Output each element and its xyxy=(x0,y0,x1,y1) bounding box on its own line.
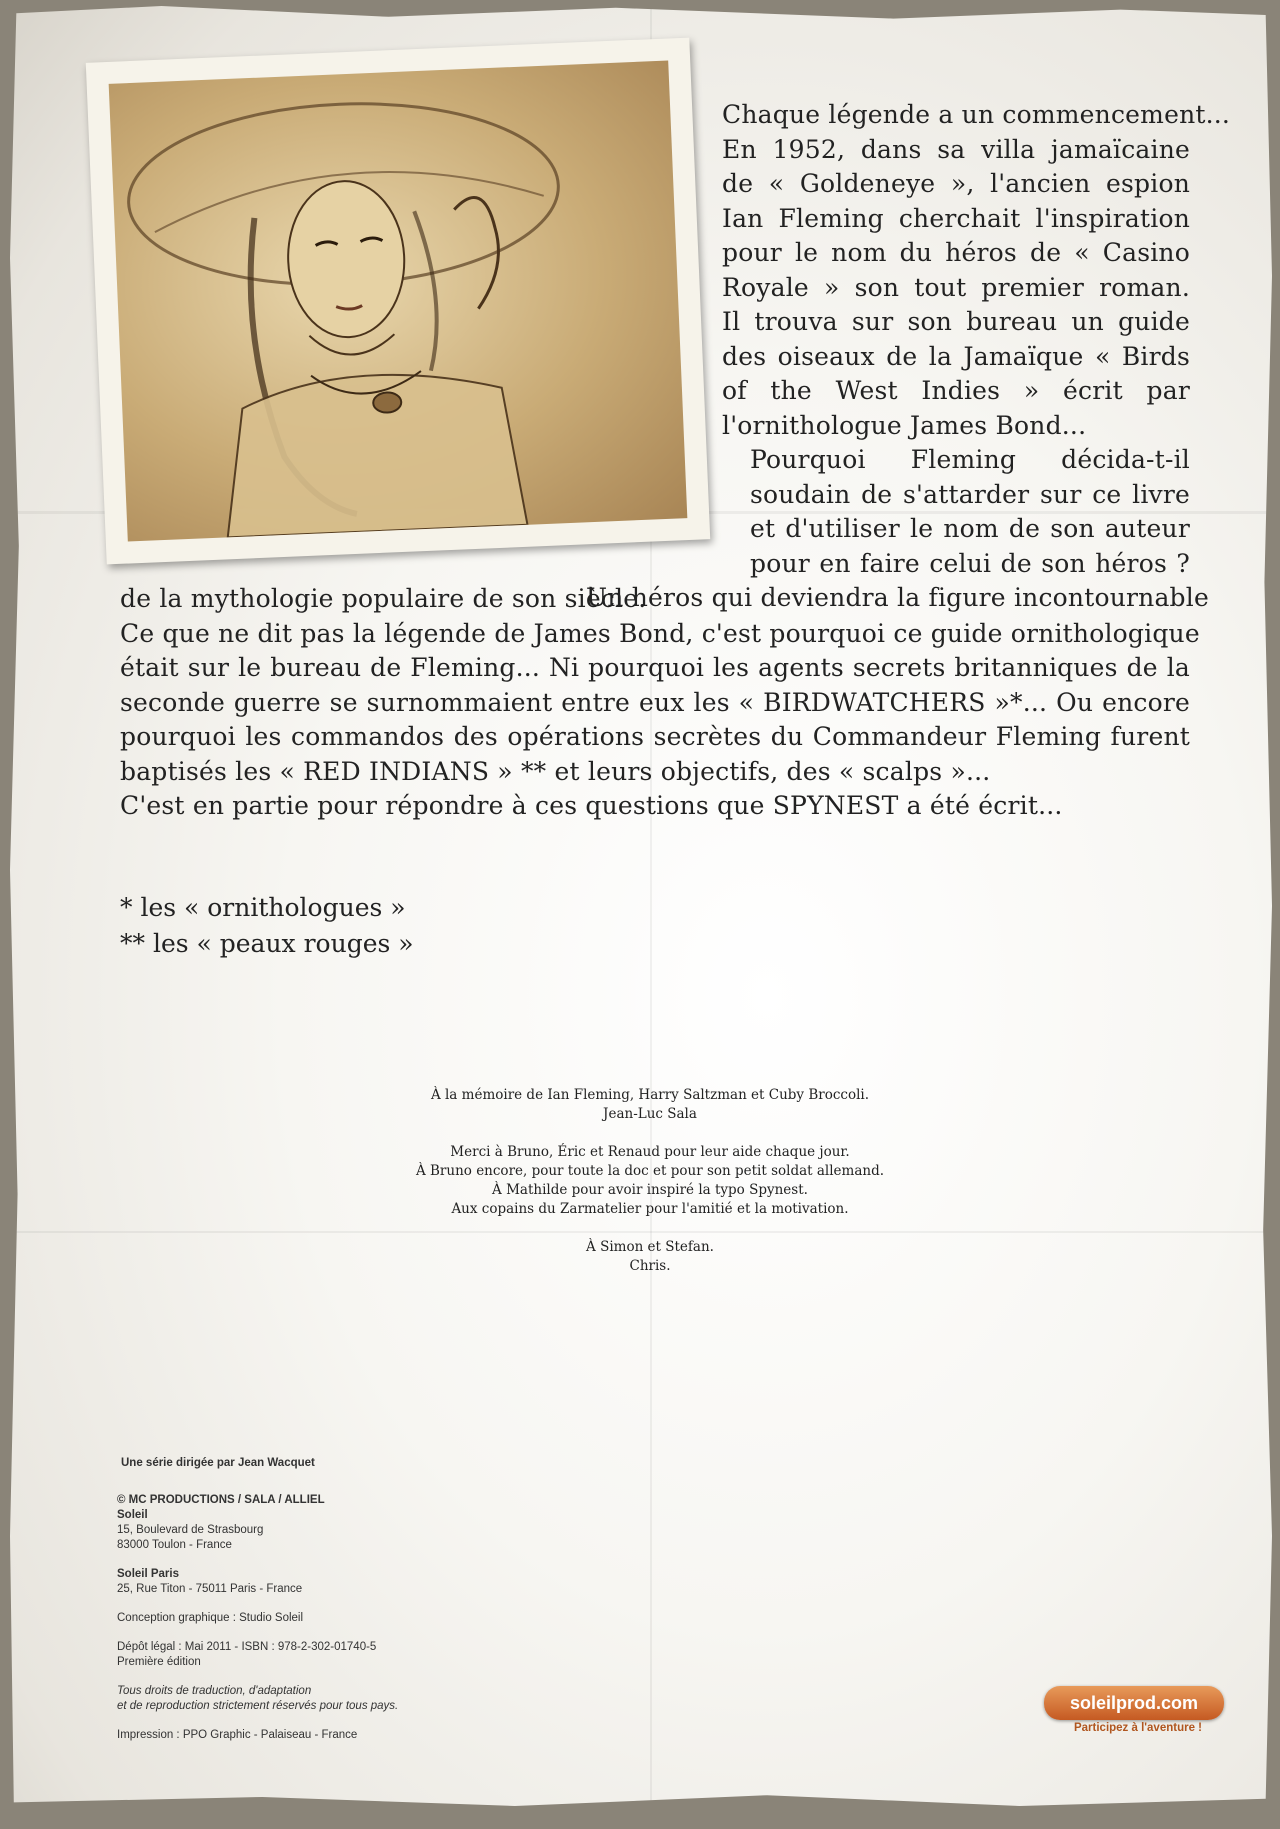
text-line: baptisés les « RED INDIANS » ** et leurs objectifs, des « scalps »... xyxy=(120,756,991,786)
text-line: Royale » son tout premier roman. xyxy=(722,272,1190,302)
footnote: ** les « peaux rouges » xyxy=(120,929,414,958)
rights-notice: et de reproduction strictement réservés pour tous pays. xyxy=(117,1700,399,1712)
text-line: et d'utiliser le nom de son auteur xyxy=(750,514,1190,543)
text-line: pour le nom du héros de « Casino xyxy=(722,238,1190,267)
intro-paragraph-right xyxy=(586,98,1231,616)
dedication-line: À Mathilde pour avoir inspiré la typo Spynest. xyxy=(492,1182,808,1198)
graphic-design-credit: Conception graphique : Studio Soleil xyxy=(117,1612,304,1624)
edition: Première édition xyxy=(117,1656,201,1668)
printing-credit: Impression : PPO Graphic - Palaiseau - France xyxy=(117,1729,358,1741)
dedication-signature: Jean-Luc Sala xyxy=(603,1106,697,1122)
dedication-line: Merci à Bruno, Éric et Renaud pour leur aide chaque jour. xyxy=(450,1144,850,1160)
rights-notice: Tous droits de traduction, d'adaptation xyxy=(117,1685,312,1697)
publishing-credits xyxy=(117,1456,577,1757)
dedication-line: À la mémoire de Ian Fleming, Harry Saltzman et Cuby Broccoli. xyxy=(430,1087,870,1103)
text-line: Ian Fleming cherchait l'inspiration xyxy=(722,203,1190,233)
dedication-signature: Chris. xyxy=(629,1258,671,1274)
text-line: Ce que ne dit pas la légende de James Bond, c'est pourquoi ce guide ornithologique xyxy=(120,618,1200,648)
series-director: Une série dirigée par Jean Wacquet xyxy=(121,1457,315,1469)
text-line: Il trouva sur son bureau un guide xyxy=(722,307,1190,336)
dedication xyxy=(340,1086,960,1295)
logo-tagline: Participez à l'aventure ! xyxy=(1073,1722,1202,1734)
publisher-city: 83000 Toulon - France xyxy=(117,1539,232,1551)
text-line: Chaque légende a un commencement... xyxy=(722,100,1231,129)
text-line: l'ornithologue James Bond... xyxy=(722,410,1087,440)
text-line: pourquoi les commandos des opérations secrètes du Commandeur Fleming furent xyxy=(120,722,1190,751)
text-line: soudain de s'attarder sur ce livre xyxy=(750,479,1190,509)
text-line: En 1952, dans sa villa jamaïcaine xyxy=(722,134,1190,164)
dedication-line: À Simon et Stefan. xyxy=(586,1239,714,1255)
text-line: C'est en partie pour répondre à ces questions que SPYNEST a été écrit... xyxy=(120,791,1063,820)
paris-office-name: Soleil Paris xyxy=(117,1568,180,1580)
copyright: © MC PRODUCTIONS / SALA / ALLIEL xyxy=(117,1494,325,1506)
paris-office-address: 25, Rue Titon - 75011 Paris - France xyxy=(117,1583,303,1595)
text-line: de « Goldeneye », l'ancien espion xyxy=(722,169,1190,198)
text-line: était sur le bureau de Fleming... Ni pourquoi les agents secrets britanniques de la xyxy=(120,653,1190,682)
text-line: pour en faire celui de son héros ? xyxy=(750,548,1190,578)
intro-paragraph-full xyxy=(120,582,1209,824)
woman-sketch-illustration xyxy=(109,60,688,541)
illustration-photo xyxy=(86,38,710,565)
dedication-line: Aux copains du Zarmatelier pour l'amitié et la motivation. xyxy=(451,1201,849,1217)
soleilprod-logo[interactable]: soleilprod.com xyxy=(1044,1686,1224,1720)
dedication-line: À Bruno encore, pour toute la doc et pour son petit soldat allemand. xyxy=(415,1163,885,1179)
footnote: * les « ornithologues » xyxy=(120,893,406,922)
text-line: of the West Indies » écrit par xyxy=(722,376,1190,405)
text-line: de la mythologie populaire de son siècle. xyxy=(120,584,647,613)
legal-deposit: Dépôt légal : Mai 2011 - ISBN : 978-2-302-01740-5 xyxy=(117,1641,377,1653)
text-line: Un héros qui deviendra la figure incontournable xyxy=(586,583,1209,612)
publisher-name: Soleil xyxy=(117,1509,148,1521)
publisher-address: 15, Boulevard de Strasbourg xyxy=(117,1524,264,1536)
text-line: seconde guerre se surnommaient entre eux les « BIRDWATCHERS »*... Ou encore xyxy=(120,687,1190,717)
footnotes xyxy=(120,890,414,962)
text-line: des oiseaux de la Jamaïque « Birds xyxy=(722,341,1190,371)
text-line: Pourquoi Fleming décida-t-il xyxy=(750,445,1190,474)
